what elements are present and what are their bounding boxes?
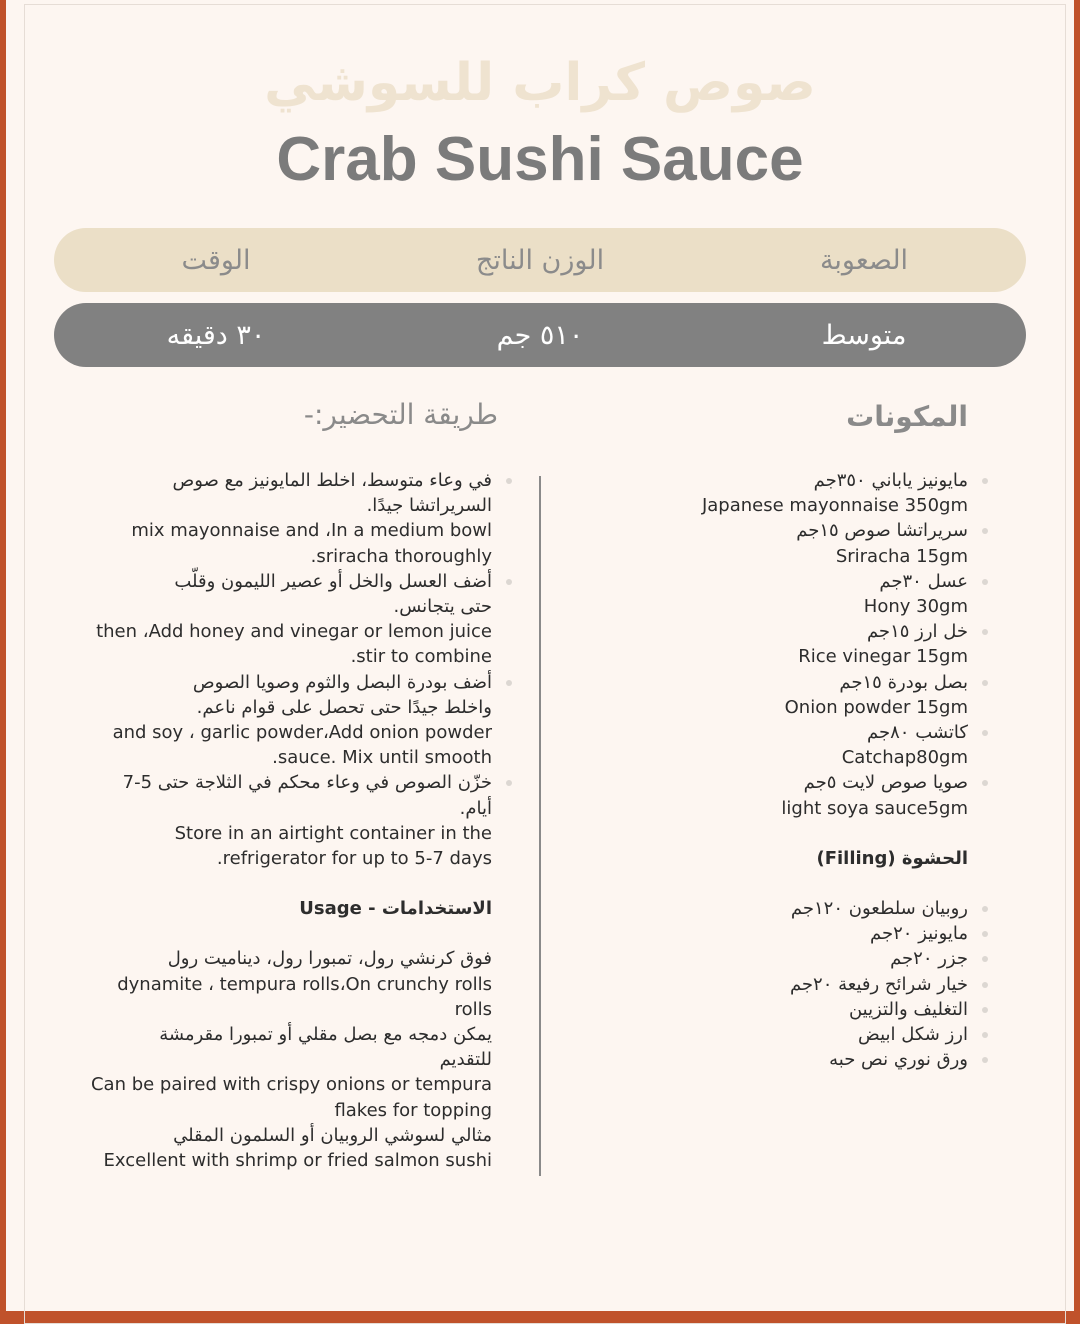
method-column (72, 468, 492, 1173)
info-values-bar (54, 303, 1026, 367)
ingredient-item (528, 518, 968, 568)
step-en: and soy ، garlic powder،Add onion powder (112, 722, 492, 744)
step-ar: في وعاء متوسط، اخلط المايونيز مع صوص (72, 468, 492, 493)
title-arabic: صوص كراب للسوشي (264, 53, 816, 113)
ingredient-ar: صويا صوص لايت ٥جم (528, 770, 968, 795)
step-en: stir to combine. (350, 646, 492, 668)
filling-item: خيار شرائح رفيعة ٢٠جم (528, 972, 968, 997)
usage-line: فوق كرنشي رول، تمبورا رول، ديناميت رول (167, 948, 492, 970)
ingredient-en: light soya sauce5gm (781, 797, 968, 819)
step-en: sriracha thoroughly. (310, 545, 492, 567)
difficulty-value: متوسط (821, 319, 907, 351)
usage-heading: الاستخدامات - Usage (299, 898, 492, 920)
yield-label: الوزن الناتج (475, 244, 605, 276)
step-en: sauce. Mix until smooth. (272, 747, 492, 769)
ingredients-column (528, 468, 968, 1072)
ingredient-en: Hony 30gm (863, 596, 968, 618)
usage-line: يمكن دمجه مع بصل مقلي أو تمبورا مقرمشة (159, 1024, 492, 1046)
ingredients-heading: المكونات (846, 400, 968, 433)
method-step (72, 569, 492, 670)
ingredient-item (528, 670, 968, 720)
step-ar: أيام. (459, 797, 492, 819)
ingredient-en: Rice vinegar 15gm (798, 646, 968, 668)
ingredient-en: Sriracha 15gm (835, 545, 968, 567)
method-step (72, 670, 492, 771)
ingredient-ar: مايونيز ياباني ٣٥٠جم (528, 468, 968, 493)
filling-item: مايونيز ٢٠جم (528, 921, 968, 946)
method-step (72, 770, 492, 871)
filling-item: التغليف والتزيين (528, 997, 968, 1022)
usage-line: flakes for topping (334, 1099, 492, 1121)
title-english: Crab Sushi Sauce (276, 125, 804, 194)
time-value: ٣٠ دقيقه (166, 319, 266, 351)
yield-value: ٥١٠ جم (496, 319, 584, 351)
usage-line: مثالي لسوشي الروبيان أو السلمون المقلي (173, 1124, 492, 1146)
step-en: Store in an airtight container in the (174, 822, 492, 844)
filling-item: ارز شكل ابيض (528, 1022, 968, 1047)
usage-line: Can be paired with crispy onions or tempura (90, 1074, 492, 1096)
step-en: refrigerator for up to 5-7 days. (216, 848, 492, 870)
step-ar: حتى يتجانس. (393, 596, 492, 618)
ingredient-ar: بصل بودرة ١٥جم (528, 670, 968, 695)
ingredient-ar: عسل ٣٠جم (528, 569, 968, 594)
ingredient-en: Japanese mayonnaise 350gm (701, 495, 968, 517)
ingredient-ar: سريراتشا صوص ١٥جم (528, 518, 968, 543)
time-label: الوقت (181, 244, 251, 276)
usage-line: rolls (454, 998, 492, 1020)
usage-line: Excellent with shrimp or fried salmon sushi (103, 1150, 492, 1172)
filling-item: جزر ٢٠جم (528, 946, 968, 971)
step-en: mix mayonnaise and ،In a medium bowl (131, 520, 492, 542)
usage-line: للتقديم (439, 1049, 492, 1071)
ingredient-en: Catchap80gm (841, 747, 968, 769)
info-headers-bar (54, 228, 1026, 292)
step-ar: السريراتشا جيدًا. (366, 495, 492, 517)
ingredient-ar: خل ارز ١٥جم (528, 619, 968, 644)
step-ar: أضف بودرة البصل والثوم وصويا الصوص (72, 670, 492, 695)
step-ar: أضف العسل والخل أو عصير الليمون وقلّب (72, 569, 492, 594)
recipe-page (6, 0, 1074, 1311)
step-ar: خزّن الصوص في وعاء محكم في الثلاجة حتى 5-7 (72, 770, 492, 795)
ingredient-ar: كاتشب ٨٠جم (528, 720, 968, 745)
ingredient-item (528, 569, 968, 619)
step-ar: واخلط جيدًا حتى تحصل على قوام ناعم. (196, 696, 492, 718)
ingredient-item (528, 468, 968, 518)
ingredient-item (528, 619, 968, 669)
method-heading: طريقة التحضير:- (303, 398, 498, 431)
filling-item: روبيان سلطعون ١٢٠جم (528, 896, 968, 921)
ingredient-item (528, 720, 968, 770)
method-step (72, 468, 492, 569)
usage-line: dynamite ، tempura rolls،On crunchy rolls (117, 973, 492, 995)
ingredient-item (528, 770, 968, 820)
filling-heading: الحشوة (Filling) (816, 847, 968, 869)
filling-item: ورق نوري نص حبه (528, 1047, 968, 1072)
step-en: then ،Add honey and vinegar or lemon juice (96, 621, 492, 643)
difficulty-label: الصعوبة (819, 244, 909, 276)
ingredient-en: Onion powder 15gm (784, 696, 968, 718)
